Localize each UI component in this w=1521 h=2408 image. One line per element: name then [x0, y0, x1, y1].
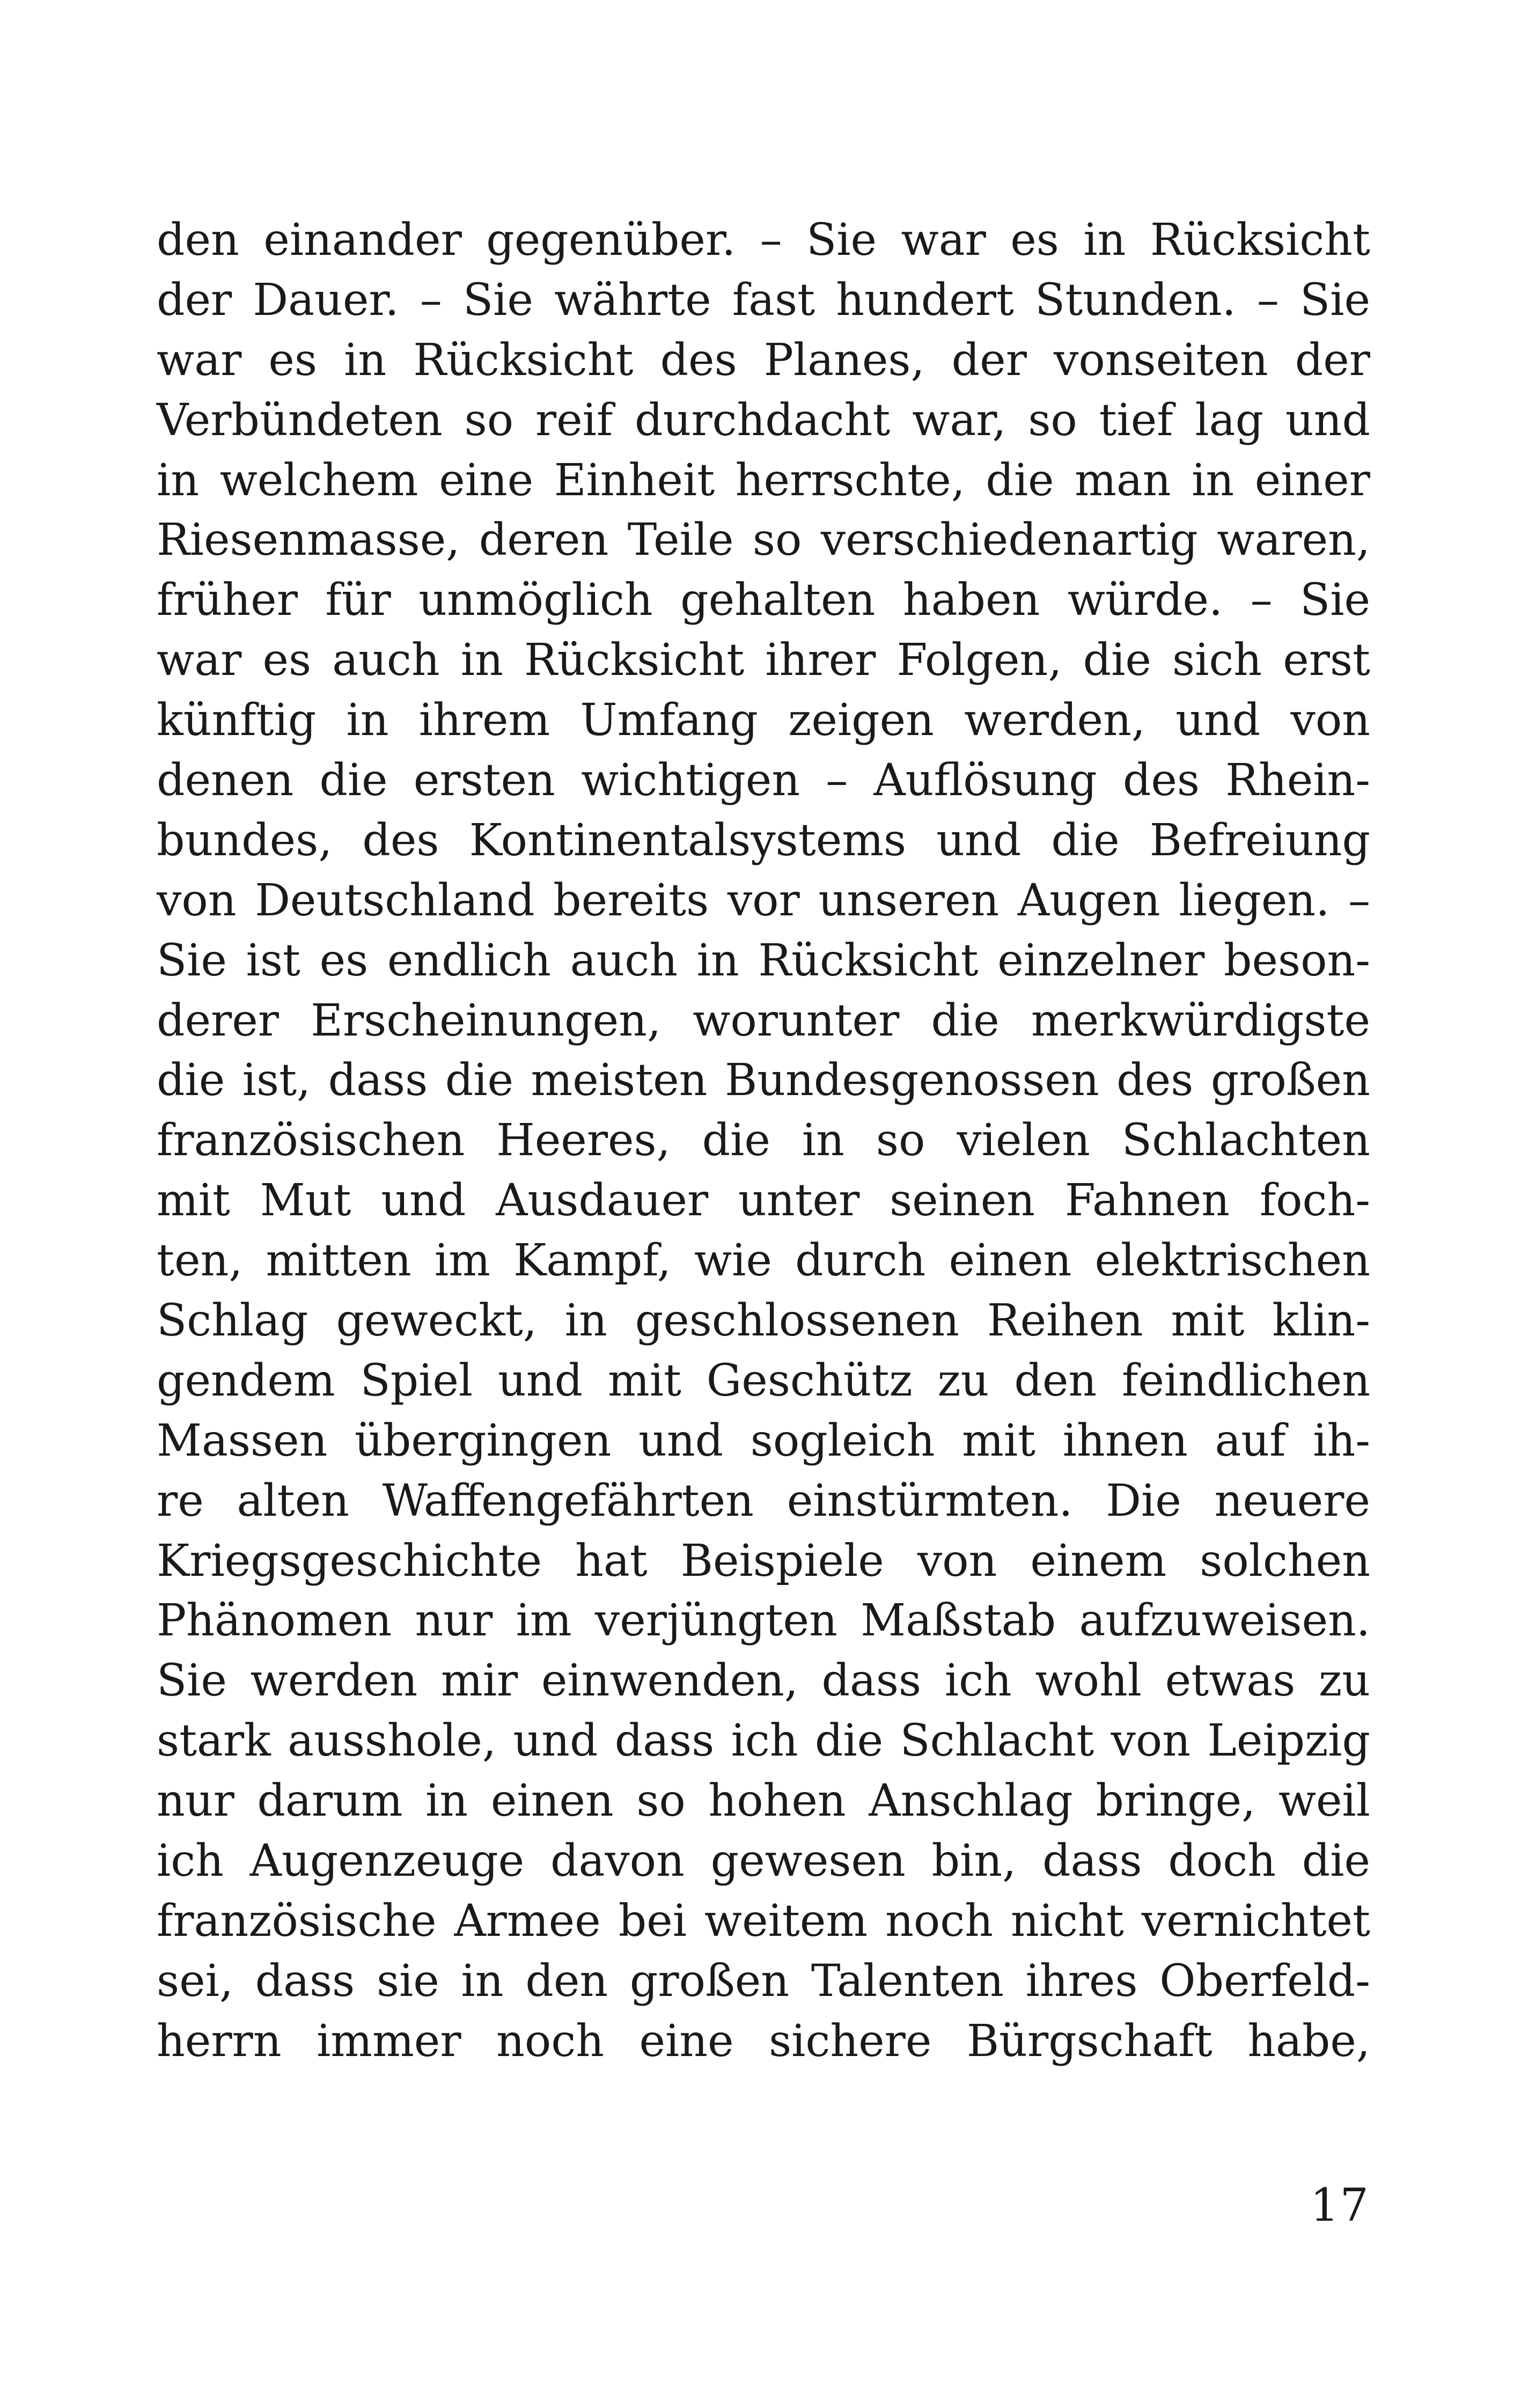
- text-line: französische Armee bei weitem noch nicht vernichtet: [157, 1895, 1370, 1947]
- text-line: ten, mitten im Kampf, wie durch einen elektrischen: [157, 1235, 1370, 1287]
- text-line: nur darum in einen so hohen Anschlag bringe, weil: [157, 1775, 1370, 1827]
- text-line: re alten Waffengefährten einstürmten. Die neuere: [157, 1475, 1370, 1526]
- text-line: bundes, des Kontinentalsystems und die Befreiung: [157, 814, 1370, 866]
- text-line: den einander gegenüber. – Sie war es in Rücksicht: [157, 215, 1370, 266]
- text-line: ich Augenzeuge davon gewesen bin, dass doch die: [157, 1836, 1370, 1887]
- text-line: gendem Spiel und mit Geschütz zu den feindlichen: [157, 1355, 1370, 1406]
- text-line: herrn immer noch eine sichere Bürgschaft habe,: [157, 2015, 1370, 2067]
- text-line: Sie werden mir einwenden, dass ich wohl etwas zu: [157, 1655, 1370, 1707]
- text-line: die ist, dass die meisten Bundesgenossen des großen: [157, 1055, 1370, 1106]
- text-line: Riesenmasse, deren Teile so verschiedenartig waren,: [157, 515, 1370, 566]
- text-line: von Deutschland bereits vor unseren Augen liegen. –: [157, 875, 1370, 926]
- text-line: Verbündeten so reif durchdacht war, so tief lag und: [157, 394, 1370, 446]
- text-line: derer Erscheinungen, worunter die merkwürdigste: [157, 995, 1370, 1046]
- text-line: früher für unmöglich gehalten haben würde. – Sie: [157, 575, 1370, 626]
- text-line: war es auch in Rücksicht ihrer Folgen, die sich erst: [157, 635, 1370, 686]
- text-line: der Dauer. – Sie währte fast hundert Stunden. – Sie: [157, 274, 1370, 326]
- text-line: sei, dass sie in den großen Talenten ihres Oberfeld-: [157, 1955, 1370, 2007]
- body-text: [157, 210, 1370, 2072]
- text-line: Massen übergingen und sogleich mit ihnen auf ih-: [157, 1415, 1370, 1466]
- page-number: 17: [1310, 2179, 1370, 2231]
- text-line: französischen Heeres, die in so vielen Schlachten: [157, 1115, 1370, 1166]
- text-line: denen die ersten wichtigen – Auflösung des Rhein-: [157, 755, 1370, 806]
- text-line: stark ausshole, und dass ich die Schlacht von Leipzig: [157, 1715, 1370, 1767]
- text-line: Schlag geweckt, in geschlossenen Reihen mit klin-: [157, 1295, 1370, 1347]
- text-line: in welchem eine Einheit herrschte, die man in einer: [157, 454, 1370, 506]
- text-line: mit Mut und Ausdauer unter seinen Fahnen foch-: [157, 1175, 1370, 1227]
- text-line: war es in Rücksicht des Planes, der vonseiten der: [157, 334, 1370, 386]
- text-line: künftig in ihrem Umfang zeigen werden, und von: [157, 695, 1370, 746]
- text-line: Phänomen nur im verjüngten Maßstab aufzuweisen.: [157, 1595, 1370, 1647]
- text-line: Kriegsgeschichte hat Beispiele von einem solchen: [157, 1535, 1370, 1587]
- text-line: Sie ist es endlich auch in Rücksicht einzelner beson-: [157, 935, 1370, 986]
